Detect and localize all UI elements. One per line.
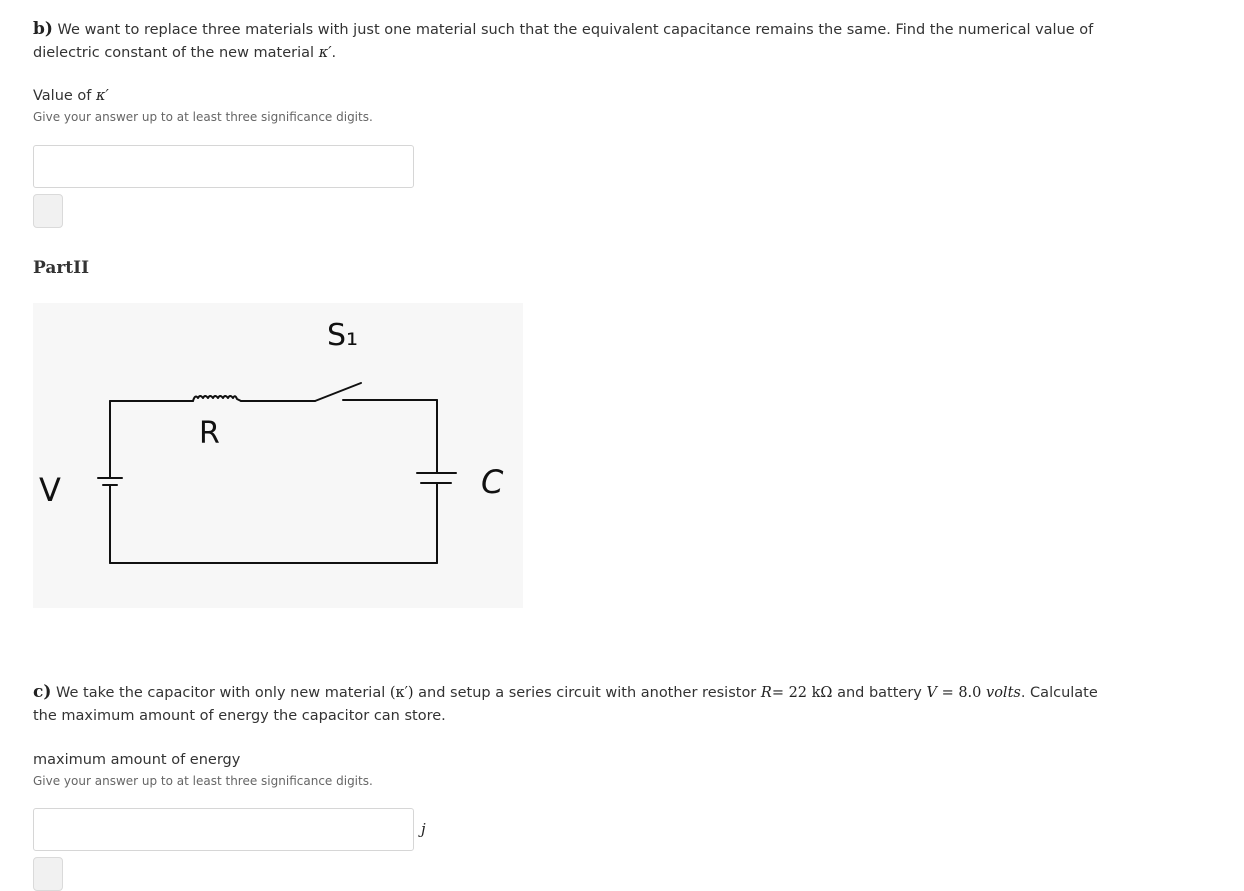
answer-label-symbol: κ′ xyxy=(96,88,109,104)
energy-unit: j xyxy=(421,820,426,838)
part-c-submit-button[interactable] xyxy=(33,857,63,891)
part-c-text-2: and setup a series circuit with another resistor xyxy=(418,685,757,701)
circuit-diagram xyxy=(33,303,523,608)
eq-v-unit: volts xyxy=(986,685,1021,701)
part-c-text-5: the maximum amount of energy the capacitor can store. xyxy=(33,708,446,724)
part-c-hint: Give your answer up to at least three significance digits. xyxy=(33,774,373,788)
circuit-figure xyxy=(33,303,523,608)
part-b-letter: b) xyxy=(33,19,53,39)
resistor-symbol xyxy=(193,396,241,401)
kappa-answer-input[interactable] xyxy=(33,145,414,188)
part-c-text-3: and battery xyxy=(837,685,922,701)
kappa-prime-paren: (κ′) xyxy=(389,685,414,701)
part-c-question xyxy=(33,681,1223,728)
answer-label-prefix: Value of xyxy=(33,88,92,104)
part-title: PartII xyxy=(33,258,90,278)
part-b-text-2: dielectric constant of the new material xyxy=(33,45,315,61)
part-b-question xyxy=(33,18,1213,65)
part-b-text-1: We want to replace three materials with just one material such that the equivalent capacitance remains the same. Find the numerical value of xyxy=(57,22,1094,38)
kappa-prime-symbol: κ′ xyxy=(318,45,332,61)
energy-answer-input[interactable] xyxy=(33,808,414,851)
part-b-period: . xyxy=(331,45,337,61)
capacitor-label: C xyxy=(481,463,504,501)
resistor-label: R xyxy=(199,416,220,451)
eq-r-symbol: R xyxy=(760,685,772,701)
part-c-text-1: We take the capacitor with only new material xyxy=(56,685,386,701)
switch-label: S₁ xyxy=(327,318,359,353)
part-b-hint: Give your answer up to at least three significance digits. xyxy=(33,110,373,124)
part-c-answer-label: maximum amount of energy xyxy=(33,752,241,768)
part-c-text-4: . Calculate xyxy=(1020,685,1098,701)
part-c-letter: c) xyxy=(33,682,52,702)
voltage-label: V xyxy=(39,471,61,509)
part-b-answer-label xyxy=(33,88,109,104)
switch-symbol xyxy=(315,383,361,401)
part-b-submit-button[interactable] xyxy=(33,194,63,228)
eq-v-value: = 8.0 xyxy=(941,685,982,701)
eq-r-value: = 22 kΩ xyxy=(771,685,833,701)
eq-v-symbol: V xyxy=(926,685,937,701)
